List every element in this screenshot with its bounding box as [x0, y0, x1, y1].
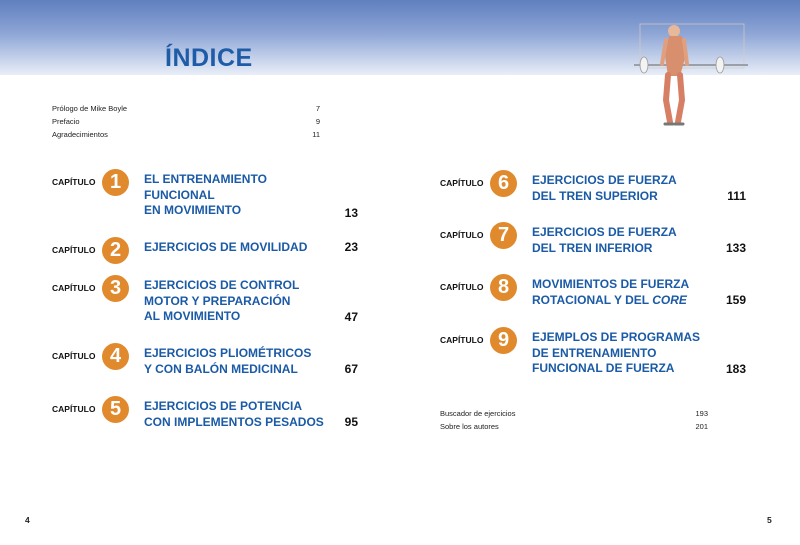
- back-matter-page: 193: [695, 409, 708, 418]
- chapter-page: 13: [344, 206, 358, 220]
- chapter-title: EJEMPLOS DE PROGRAMAS DE ENTRENAMIENTO FUNCIONAL DE FUERZA: [532, 330, 701, 375]
- chapter-label: CAPÍTULO: [52, 351, 96, 361]
- chapter-page: 111: [727, 189, 746, 203]
- chapter-title: EJERCICIOS DE FUERZA DEL TREN SUPERIOR: [532, 173, 677, 203]
- chapter-label: CAPÍTULO: [52, 283, 96, 293]
- chapter-label: CAPÍTULO: [52, 177, 96, 187]
- back-matter-label: Sobre los autores: [440, 422, 499, 431]
- front-matter-item[interactable]: [52, 104, 320, 117]
- chapter-label: CAPÍTULO: [440, 230, 484, 240]
- page-number-right: 5: [767, 515, 772, 525]
- front-matter-label: Prólogo de Mike Boyle: [52, 104, 128, 113]
- front-matter-list: [52, 104, 320, 143]
- chapter-label: CAPÍTULO: [52, 404, 96, 414]
- front-matter-page: 11: [312, 130, 320, 139]
- chapter-number-badge: 2: [102, 237, 129, 264]
- back-matter-list: [440, 409, 708, 435]
- chapter-page: 67: [344, 362, 358, 376]
- chapter-number-badge: 5: [102, 396, 129, 423]
- chapter-title: MOVIMIENTOS DE FUERZA ROTACIONAL Y DEL CORE: [532, 277, 690, 307]
- chapter-title: EJERCICIOS DE CONTROL MOTOR Y PREPARACIÓN AL MOVIMIENTO: [144, 278, 300, 323]
- back-matter-item[interactable]: [440, 409, 708, 422]
- front-matter-item[interactable]: [52, 130, 320, 143]
- chapter-page: 159: [725, 293, 746, 307]
- back-matter-page: 201: [695, 422, 708, 431]
- chapter-number-badge: 9: [490, 327, 517, 354]
- page-title: ÍNDICE: [165, 44, 253, 72]
- chapter-title: EJERCICIOS DE MOVILIDAD: [144, 240, 308, 254]
- front-matter-page: 9: [315, 117, 320, 126]
- front-matter-item[interactable]: [52, 117, 320, 130]
- chapter-number-badge: 6: [490, 170, 517, 197]
- chapter-page: 133: [725, 241, 746, 255]
- chapter-page: 23: [344, 240, 358, 254]
- chapter-number-badge: 3: [102, 275, 129, 302]
- chapter-label: CAPÍTULO: [52, 245, 96, 255]
- chapter-page: 95: [344, 415, 358, 429]
- chapter-title: EL ENTRENAMIENTO FUNCIONAL EN MOVIMIENTO: [144, 172, 267, 217]
- weightlifter-deadlift-illustration: [632, 18, 750, 130]
- chapter-number-badge: 8: [490, 274, 517, 301]
- chapter-page: 47: [344, 310, 358, 324]
- chapter-title: EJERCICIOS PLIOMÉTRICOS Y CON BALÓN MEDICINAL: [144, 346, 312, 376]
- chapter-label: CAPÍTULO: [440, 282, 484, 292]
- front-matter-label: Prefacio: [52, 117, 80, 126]
- back-matter-label: Buscador de ejercicios: [440, 409, 516, 418]
- front-matter-page: 7: [315, 104, 320, 113]
- chapter-number-badge: 4: [102, 343, 129, 370]
- chapter-label: CAPÍTULO: [440, 178, 484, 188]
- back-matter-item[interactable]: [440, 422, 708, 435]
- chapter-title: EJERCICIOS DE POTENCIA CON IMPLEMENTOS PESADOS: [144, 399, 324, 429]
- chapter-number-badge: 7: [490, 222, 517, 249]
- chapter-title: EJERCICIOS DE FUERZA DEL TREN INFERIOR: [532, 225, 677, 255]
- chapter-number-badge: 1: [102, 169, 129, 196]
- front-matter-label: Agradecimientos: [52, 130, 108, 139]
- page-number-left: 4: [25, 515, 30, 525]
- chapter-page: 183: [725, 362, 746, 376]
- chapter-label: CAPÍTULO: [440, 335, 484, 345]
